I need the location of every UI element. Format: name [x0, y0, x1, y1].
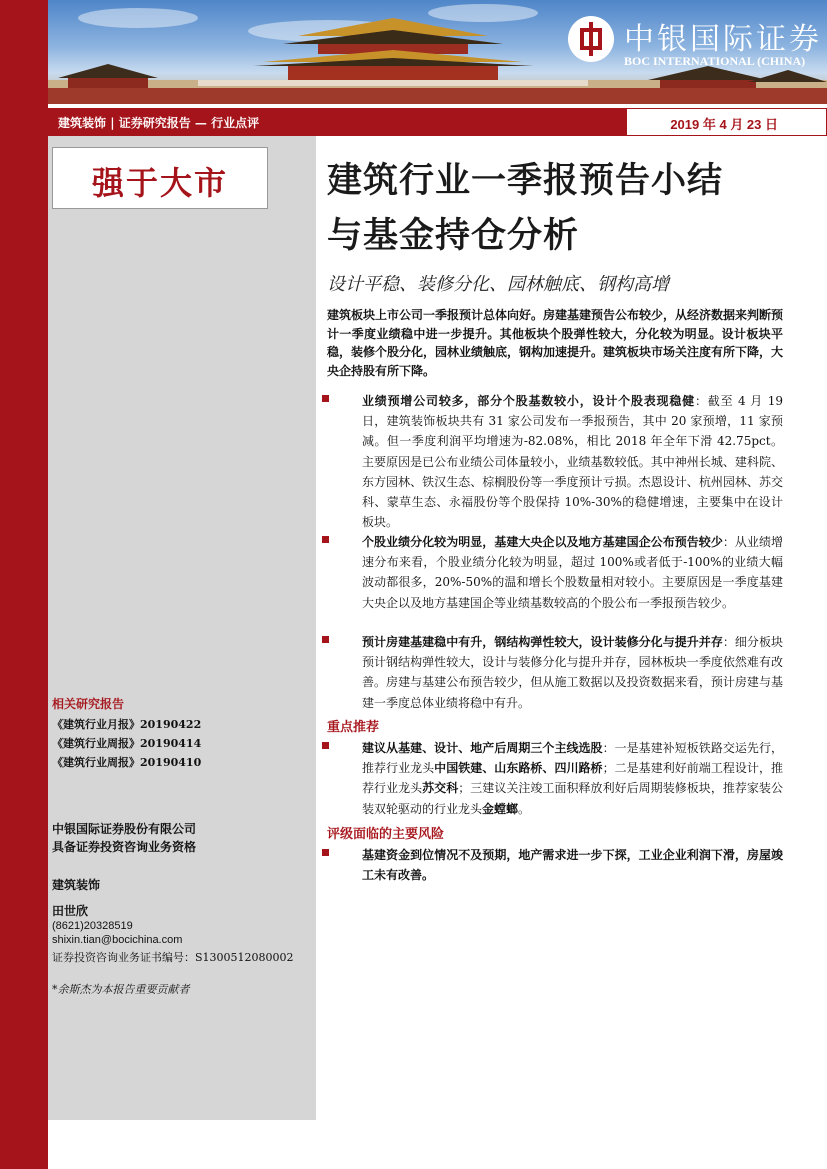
risk-text: 基建资金到位情况不及预期，地产需求进一步下探，工业企业利润下滑，房屋竣工未有改善。 — [362, 848, 783, 883]
key-point-3 — [322, 632, 783, 713]
boc-logo-icon — [568, 16, 614, 62]
bullet-marker — [322, 395, 329, 402]
recommended-stocks: 中国铁建、山东路桥、四川路桥 — [434, 761, 603, 776]
recommend-text: ；三建议关注竣工面积释放利好后周期装修板块，推荐家装公装双轮驱动的行业龙头 — [362, 781, 783, 816]
contributor-note: *余斯杰为本报告重要贡献者 — [52, 983, 190, 996]
related-reports-heading: 相关研究报告 — [52, 697, 125, 711]
report-date-box — [626, 108, 827, 136]
bullet-marker — [322, 849, 329, 856]
report-header-bar — [48, 108, 827, 136]
company-logo — [568, 14, 823, 74]
analyst-email[interactable]: shixin.tian@bocichina.com — [52, 934, 183, 946]
recommend-heading: 重点推荐 — [327, 720, 380, 735]
recommend-text: 。 — [518, 801, 531, 816]
analyst-phone: (8621)20328519 — [52, 920, 133, 932]
risk-item — [322, 845, 783, 885]
company-name: 中银国际证券股份有限公司 — [52, 822, 197, 836]
key-point-body: ：截至 4 月 19 日，建筑装饰板块共有 31 家公司发布一季报预告，其中 20 家预增，11 家预减。但一季度利润平均增速为-82.08%，相比 2018 年全年下滑 42.75pct。主要原因是已公布业绩公司体量较小，业绩基数较低。其中神州长城、建科院、东方园林、铁汉生态、棕榈股份等一季度预计亏损。杰恩设计、杭州园林、苏交科、蒙草生态、永福股份等个股保持 10%-30%的稳健增速，主要集中在设计板块。 — [362, 394, 783, 530]
key-point-lead: 预计房建基建稳中有升，钢结构弹性较大，设计装修分化与提升并存 — [362, 635, 723, 649]
analyst-certificate: 证券投资咨询业务证书编号：S1300512080002 — [52, 951, 294, 964]
key-point-body: ：从业绩增速分布来看，个股业绩分化较为明显，超过 100%或者低于-100%的业绩大幅波动都很多，20%-50%的温和增长个股数量相对较小。主要原因是一季度基建大央企以及地方基建国企等业绩基数较高的个股公布一季报预告较少。 — [362, 535, 783, 610]
bullet-marker — [322, 536, 329, 543]
key-point-body: ：细分板块预计钢结构弹性较大，设计与装修分化与提升并存，园林板块一季度依然难有改善。房建与基建公布预告较少，但从施工数据以及投资数据来看，预计房建与基建一季度总体业绩将稳中有升。 — [362, 635, 783, 710]
recommend-text: ：一是基建补短板铁路交运先行，推荐行业龙头 — [362, 741, 783, 776]
recommend-lead: 建议从基建、设计、地产后周期三个主线选股 — [362, 741, 603, 755]
left-brand-strip — [0, 0, 48, 1169]
rating-label: 强于大市 — [91, 164, 228, 202]
report-date: 2019 年 4 月 23 日 — [670, 117, 778, 132]
logo-chinese-name: 中银国际证券 — [624, 22, 822, 57]
recommendation — [322, 738, 783, 819]
report-title-line2: 与基金持仓分析 — [327, 215, 580, 256]
key-point-2 — [322, 532, 783, 613]
key-point-lead: 个股业绩分化较为明显，基建大央企以及地方基建国企公布预告较少 — [362, 535, 723, 549]
company-qualification: 具备证券投资咨询业务资格 — [52, 840, 197, 854]
related-report-item: 《建筑行业月报》20190422 — [52, 718, 202, 731]
related-report-item: 《建筑行业周报》20190410 — [52, 756, 202, 769]
related-report-item: 《建筑行业周报》20190414 — [52, 737, 202, 750]
report-category: 建筑装饰 | 证券研究报告 — 行业点评 — [58, 116, 260, 130]
sidebar — [48, 136, 316, 1120]
recommended-stocks: 苏交科 — [422, 781, 459, 796]
key-point-1 — [322, 391, 783, 532]
risk-heading: 评级面临的主要风险 — [327, 827, 445, 842]
analyst-name: 田世欣 — [52, 904, 89, 918]
rating-box — [52, 147, 268, 209]
recommended-stocks: 金螳螂 — [482, 801, 519, 816]
bullet-marker — [322, 742, 329, 749]
logo-english-name: BOC INTERNATIONAL (CHINA) — [624, 54, 806, 68]
header-banner — [48, 0, 827, 104]
sector-name: 建筑装饰 — [52, 878, 101, 892]
recommend-text: ；二是基建利好前端工程设计，推荐行业龙头 — [362, 761, 783, 796]
key-point-lead: 业绩预增公司较多，部分个股基数较小，设计个股表现稳健 — [362, 394, 695, 408]
summary-paragraph: 建筑板块上市公司一季报预计总体向好。房建基建预告公布较少，从经济数据来判断预计一季度业绩稳中进一步提升。其他板块个股弹性较大，分化较为明显。设计板块平稳，装修个股分化，园林业绩触底，钢构加速提升。建筑板块市场关注度有所下降，大央企持股有所下降。 — [327, 308, 784, 378]
bullet-marker — [322, 636, 329, 643]
report-title-line1: 建筑行业一季报预告小结 — [327, 160, 724, 201]
report-subtitle: 设计平稳、装修分化、园林触底、钢构高增 — [327, 274, 669, 295]
